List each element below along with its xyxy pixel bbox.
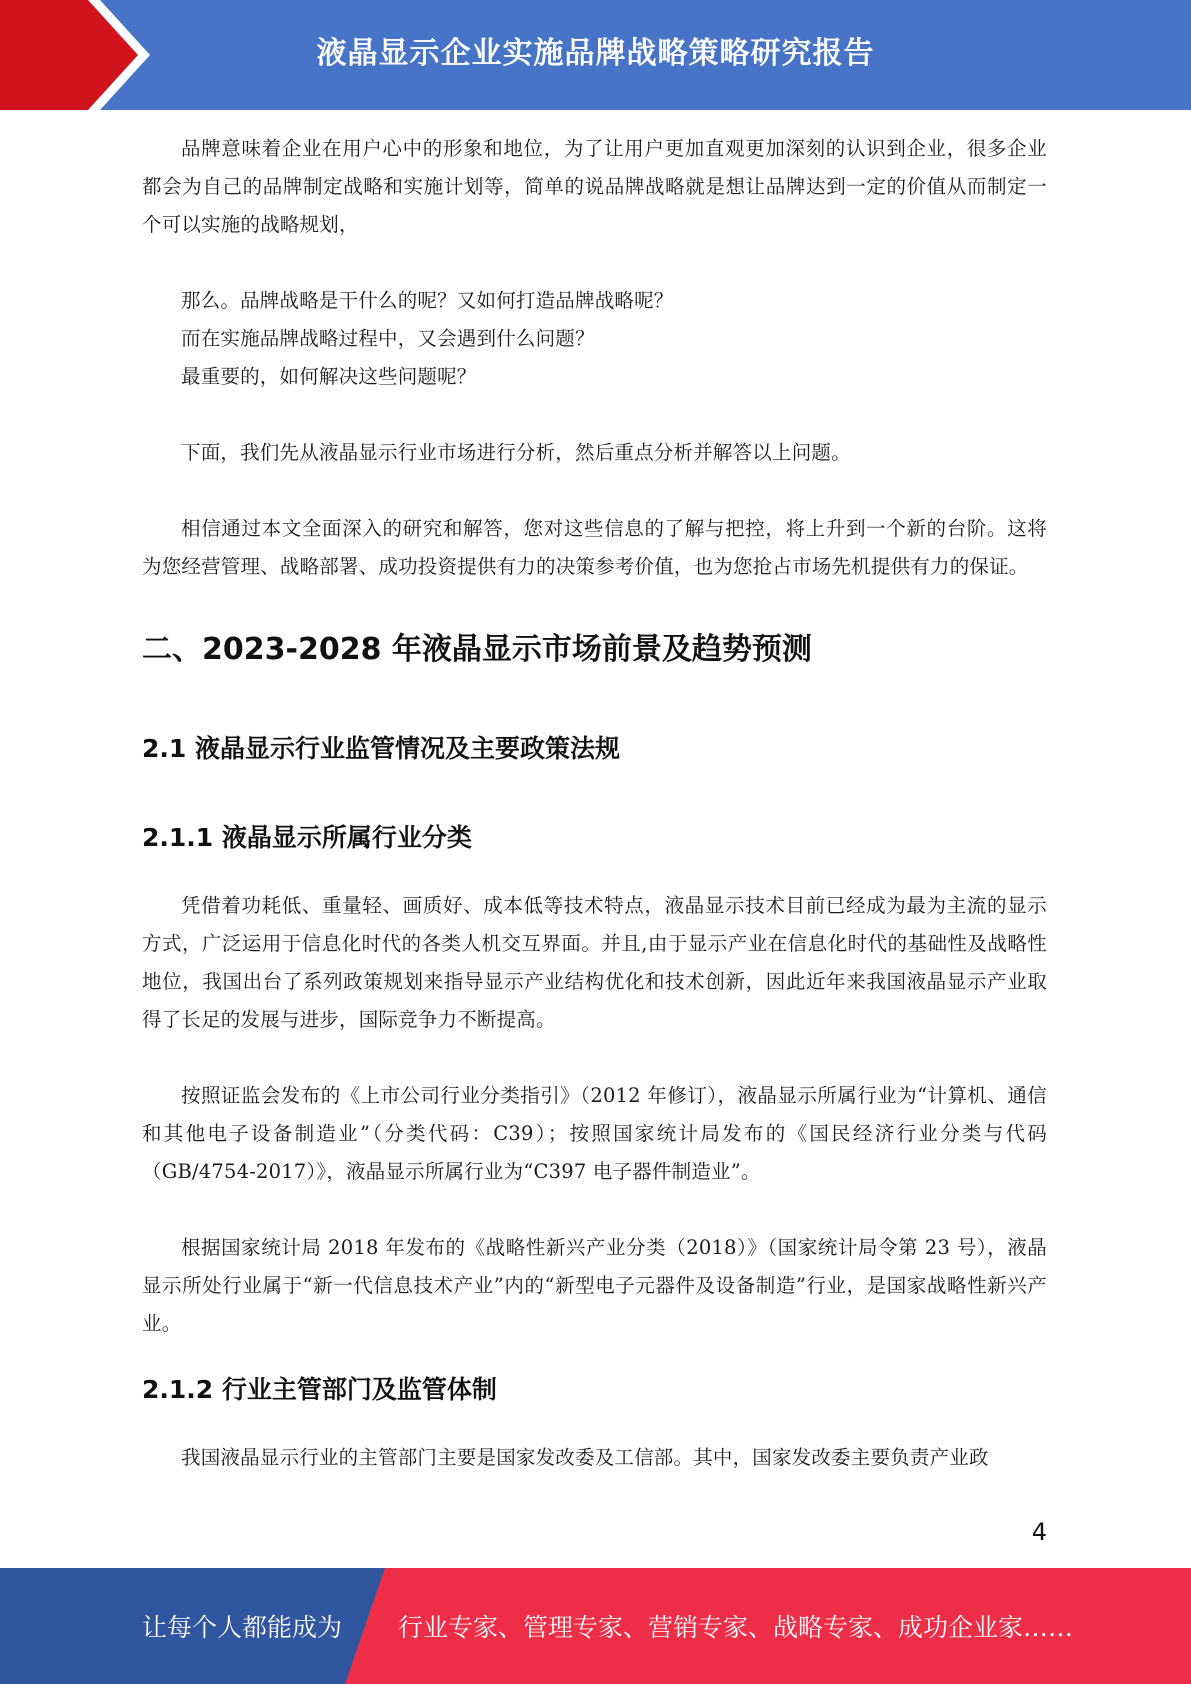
tech-paragraph: 凭借着功耗低、重量轻、画质好、成本低等技术特点，液晶显示技术目前已经成为最为主流的显示方式，广泛运用于信息化时代的各类人机交互界面。并且,由于显示产业在信息化时代的基础性及战略性地位，我国出台了系列政策规划来指导显示产业结构优化和技术创新，因此近年来我国液晶显示产业取得了长足的发展与进步，国际竞争力不断提高。 [142, 894, 1047, 1031]
strategic-paragraph: 根据国家统计局 2018 年发布的《战略性新兴产业分类（2018）》（国家统计局令第 23 号），液晶显示所处行业属于“新一代信息技术产业”内的“新型电子元器件及设备制造”行业，是国家战略性新兴产业。 [142, 1236, 1047, 1335]
question-line: 那么。品牌战略是干什么的呢？又如何打造品牌战略呢？ [181, 289, 674, 312]
document-title: 液晶显示企业实施品牌战略策略研究报告 [316, 36, 875, 71]
subsubsection-heading: 2.1.2 行业主管部门及监管体制 [142, 1375, 497, 1404]
belief-paragraph: 相信通过本文全面深入的研究和解答，您对这些信息的了解与把控，将上升到一个新的台阶。这将为您经营管理、战略部署、成功投资提供有力的决策参考价值，也为您抢占市场先机提供有力的保证。 [142, 517, 1047, 578]
document-body [142, 130, 1047, 1477]
question-line: 而在实施品牌战略过程中，又会遇到什么问题？ [181, 327, 595, 350]
footer-slogan-right: 行业专家、管理专家、营销专家、战略专家、成功企业家…… [398, 1613, 1074, 1642]
analysis-line: 下面，我们先从液晶显示行业市场进行分析，然后重点分析并解答以上问题。 [181, 441, 851, 464]
page-number: 4 [1031, 1518, 1047, 1546]
header-banner [0, 0, 1191, 110]
classification-paragraph: 按照证监会发布的《上市公司行业分类指引》（2012 年修订），液晶显示所属行业为“计算机、通信和其他电子设备制造业”（分类代码：C39）；按照国家统计局发布的《国民经济行业分类与代码（GB/4754-2017）》，液晶显示所属行业为“C397 电子器件制造业”。 [142, 1084, 1047, 1183]
footer-slogan-left: 让每个人都能成为 [142, 1613, 343, 1642]
subsubsection-heading: 2.1.1 液晶显示所属行业分类 [142, 823, 472, 852]
question-line: 最重要的，如何解决这些问题呢？ [181, 365, 477, 388]
subsection-heading: 2.1 液晶显示行业监管情况及主要政策法规 [142, 734, 620, 763]
section-heading: 二、2023-2028 年液晶显示市场前景及趋势预测 [142, 632, 812, 667]
footer-banner [0, 1568, 1191, 1684]
intro-paragraph: 品牌意味着企业在用户心中的形象和地位，为了让用户更加直观更加深刻的认识到企业，很多企业都会为自己的品牌制定战略和实施计划等，简单的说品牌战略就是想让品牌达到一定的价值从而制定一个可以实施的战略规划， [142, 137, 1047, 236]
department-paragraph: 我国液晶显示行业的主管部门主要是国家发改委及工信部。其中，国家发改委主要负责产业政 [181, 1446, 989, 1469]
